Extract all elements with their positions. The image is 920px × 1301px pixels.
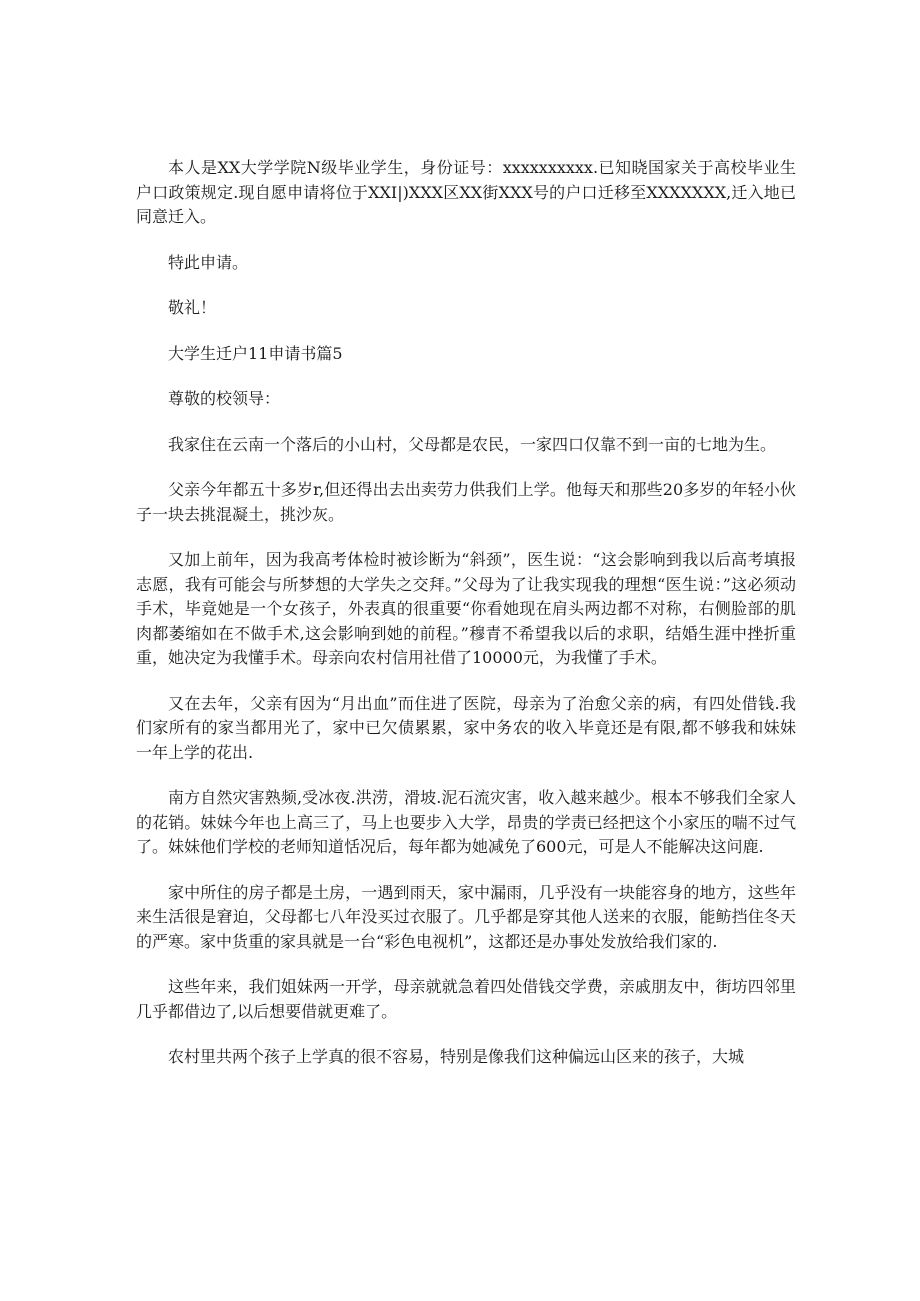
paragraph-father-illness: 又在去年，父亲有因为“月出血”而住进了医院，母亲为了治愈父亲的病，有四处借钱.我们家所有的家当都用光了，家中已欠债累累，家中务农的收入毕竟还是有限,都不够我和妹妹一年上学的花出. <box>136 693 796 762</box>
paragraph-father-work: 父亲今年都五十多岁r,但还得出去出卖劳力供我们上学。他每天和那些20多岁的年轻小伙子一块去挑混凝土，挑沙灰。 <box>136 480 796 524</box>
document-body <box>136 156 796 1091</box>
paragraph-rural-children: 农村里共两个孩子上学真的很不容易，特别是像我们这种偏远山区来的孩子，大城 <box>168 1047 745 1066</box>
section-heading: 大学生迁户11申请书篇5 <box>168 343 343 363</box>
paragraph-salutation: 敬礼！ <box>168 298 217 317</box>
paragraph-surgery: 又加上前年，因为我高考体检时被诊断为“斜颈”，医生说：“这会影响到我以后高考填报志愿，我有可能会与所梦想的大学失之交拜。”父母为了让我实现我的理想“医生说：”这必须动手术，毕竟她是一个女孩子，外表真的很重要“你看她现在肩头两边都不对称，右侧脸部的肌肉都萎缩如在不做手术,这会影响到她的前程。”穆青不希望我以后的求职，结婚生涯中挫折重重，她决定为我懂手术。母亲向农村信用社借了10000元，为我懂了手术。 <box>136 550 796 667</box>
paragraph-natural-disasters: 南方自然灾害熟频,受冰夜.洪涝，滑坡.泥石流灾害，收入越来越少。根本不够我们全家人的花销。妹妹今年也上高三了，马上也要步入大学，昂贵的学责已经把这个小家压的喘不过气了。妹妹他们学校的老师知道恬况后，每年都为她减免了600元，可是人不能解决这问鹿. <box>136 788 796 856</box>
paragraph-closing-request: 特此申请。 <box>168 252 249 272</box>
paragraph-borrowing: 这些年来，我们姐妹两一开学，母亲就就急着四处借钱交学费，亲戚朋友中，街坊四邻里几乎都借边了,以后想要借就更难了。 <box>136 977 796 1021</box>
paragraph-family-background: 我家住在云南一个落后的小山村，父母都是农民，一家四口仅靠不到一亩的七地为生。 <box>168 434 777 454</box>
paragraph-living-conditions: 家中所住的房子都是土房，一遇到雨天，家中漏雨，几乎没有一块能容身的地方，这些年来生活很是窘迫，父母都七八年没买过衣服了。几乎都是穿其他人送来的衣服，能鲂挡住冬天的严寒。家中货重的家具就是一台“彩色电视机”，这都还是办事处发放给我们家的. <box>136 882 796 951</box>
paragraph-greeting: 尊敬的校领导： <box>168 389 281 408</box>
paragraph-transfer-statement: 本人是XX大学学院N级毕业学生，身份证号：xxxxxxxxxx.已知晓国家关于高校毕业生户口政策规定.现自愿申请将位于XXI|)XXX区XX街XXX号的户口迁移至XXXXXXX,迁入地已同意迁入。 <box>136 158 796 226</box>
